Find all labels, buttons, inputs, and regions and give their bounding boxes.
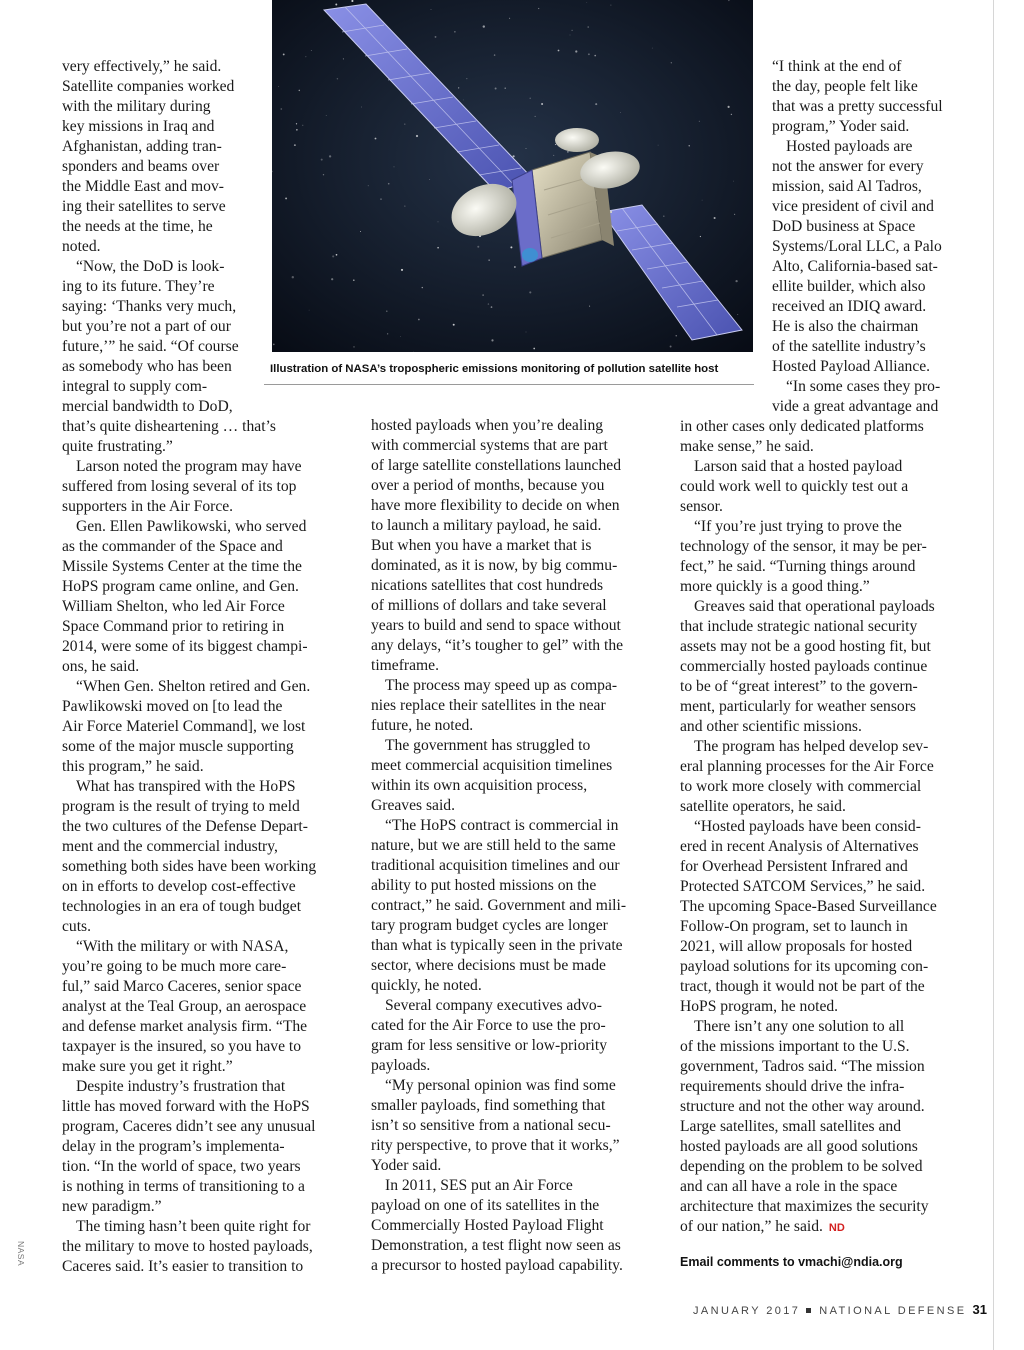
text-line: that’s quite disheartening … that’s <box>62 418 276 435</box>
text-line: government, Tadros said. “The mission <box>680 1058 925 1075</box>
text-line: as the commander of the Space and <box>62 538 283 555</box>
paragraph <box>371 676 661 736</box>
text-line: Pawlikowski moved on [to lead the <box>62 698 283 715</box>
paragraph <box>680 137 970 377</box>
paragraph <box>680 457 970 517</box>
text-line: within its own acquisition process, <box>371 777 588 794</box>
text-line: quickly, he noted. <box>371 977 482 994</box>
text-line: something both sides have been working <box>62 858 317 875</box>
text-line: tion. “In the world of space, two years <box>62 1158 301 1175</box>
text-line: eral planning processes for the Air Force <box>680 758 934 775</box>
text-line: 2021, will allow proposals for hosted <box>680 938 913 955</box>
text-line: Hosted payloads are <box>786 138 913 155</box>
paragraph <box>62 517 352 677</box>
text-line: Greaves said that operational payloads <box>694 598 935 615</box>
text-line: The timing hasn’t been quite right for <box>76 1218 311 1235</box>
text-line: rity perspective, to prove that it works,” <box>371 1137 620 1154</box>
text-line: The government has struggled to <box>385 737 591 754</box>
text-line: analyst at the Teal Group, an aerospace <box>62 998 307 1015</box>
paragraph <box>371 736 661 816</box>
text-line: Afghanistan, adding tran- <box>62 138 222 155</box>
text-line: Missile Systems Center at the time the <box>62 558 302 575</box>
text-line: commercially hosted payloads continue <box>680 658 928 675</box>
text-line: received an IDIQ award. <box>772 298 927 315</box>
paragraph <box>680 737 970 817</box>
text-line: HoPS program, he noted. <box>680 998 839 1015</box>
page-footer <box>693 1302 987 1317</box>
text-line: future,’” he said. “Of course <box>62 338 239 355</box>
text-line: of the missions important to the U.S. <box>680 1038 910 1055</box>
text-line: Alto, California-based sat- <box>772 258 938 275</box>
text-line: the two cultures of the Defense Depart- <box>62 818 308 835</box>
paragraph <box>371 416 661 676</box>
text-line: little has moved forward with the HoPS <box>62 1098 310 1115</box>
text-line: DoD business at Space <box>772 218 916 235</box>
photo-credit: NASA <box>16 1241 26 1267</box>
text-line: of millions of dollars and take several <box>371 597 607 614</box>
text-line: of the satellite industry’s <box>772 338 926 355</box>
text-line: that include strategic national security <box>680 618 918 635</box>
text-line: meet commercial acquisition timelines <box>371 757 613 774</box>
text-line: payload solutions for its upcoming con- <box>680 958 929 975</box>
paragraph <box>680 57 970 137</box>
text-line: satellite operators, he said. <box>680 798 846 815</box>
text-line: timeframe. <box>371 657 439 674</box>
footer-publication: NATIONAL DEFENSE <box>819 1305 967 1317</box>
paragraph <box>62 57 352 257</box>
text-line: cated for the Air Force to use the pro- <box>371 1017 606 1034</box>
text-line: structure and not the other way around. <box>680 1098 925 1115</box>
text-line: to work more closely with commercial <box>680 778 922 795</box>
text-line: key missions in Iraq and <box>62 118 215 135</box>
text-line: “If you’re just trying to prove the <box>694 518 902 535</box>
text-line: some of the major muscle supporting <box>62 738 294 755</box>
paragraph <box>680 817 970 1017</box>
text-line: mercial bandwidth to DoD, <box>62 398 233 415</box>
text-line: Yoder said. <box>371 1157 442 1174</box>
text-line: of large satellite constellations launched <box>371 457 621 474</box>
text-line: “When Gen. Shelton retired and Gen. <box>76 678 311 695</box>
text-line: Air Force Materiel Command], we lost <box>62 718 306 735</box>
paragraph <box>62 677 352 777</box>
text-line: payloads. <box>371 1057 431 1074</box>
text-line: ellite builder, which also <box>772 278 926 295</box>
text-line: not the answer for every <box>772 158 924 175</box>
text-line: a precursor to hosted payload capability. <box>371 1257 623 1274</box>
text-line: Hosted Payload Alliance. <box>772 358 931 375</box>
text-line: taxpayer is the insured, so you have to <box>62 1038 302 1055</box>
text-line: ons, he said. <box>62 658 140 675</box>
text-line: Caceres said. It’s easier to transition to <box>62 1258 304 1275</box>
text-line: with the military during <box>62 98 211 115</box>
text-line: traditional acquisition timelines and our <box>371 857 620 874</box>
text-line: Commercially Hosted Payload Flight <box>371 1217 604 1234</box>
article-column-1 <box>62 57 352 1277</box>
text-line: the military to move to hosted payloads, <box>62 1238 313 1255</box>
paragraph <box>371 1176 661 1276</box>
text-line: sponders and beams over <box>62 158 220 175</box>
text-line: with commercial systems that are part <box>371 437 608 454</box>
text-line: but you’re not a part of our <box>62 318 231 335</box>
text-line: nications satellites that cost hundreds <box>371 577 604 594</box>
text-line: But when you have a market that is <box>371 537 592 554</box>
text-line: There isn’t any one solution to all <box>694 1018 905 1035</box>
paragraph <box>680 1017 970 1237</box>
text-line: Gen. Ellen Pawlikowski, who served <box>76 518 307 535</box>
text-line <box>680 1217 970 1237</box>
text-line: “Now, the DoD is look- <box>76 258 225 275</box>
paragraph <box>62 937 352 1077</box>
text-line: Demonstration, a test flight now seen as <box>371 1237 621 1254</box>
text-line: “Hosted payloads have been consid- <box>694 818 921 835</box>
text-line: to be of “great interest” to the govern- <box>680 678 918 695</box>
text-line: Larson said that a hosted payload <box>694 458 903 475</box>
text-line: program,” Yoder said. <box>772 118 910 135</box>
text-line: integral to supply com- <box>62 378 208 395</box>
text-line: in other cases only dedicated platforms <box>680 418 924 435</box>
paragraph <box>62 1217 352 1277</box>
text-line: is nothing in terms of transitioning to a <box>62 1178 305 1195</box>
text-line: noted. <box>62 238 101 255</box>
text-line: tary program budget cycles are longer <box>371 917 608 934</box>
text-line: technologies in an era of tough budget <box>62 898 302 915</box>
page-number: 31 <box>972 1302 987 1317</box>
text-line: depending on the problem to be solved <box>680 1158 923 1175</box>
text-line: sensor. <box>680 498 723 515</box>
text-line: gram for less sensitive or low-priority <box>371 1037 608 1054</box>
text-line: you’re going to be much more care- <box>62 958 287 975</box>
text-line: isn’t so sensitive from a national secu- <box>371 1117 611 1134</box>
text-line: HoPS program came online, and Gen. <box>62 578 299 595</box>
footer-issue-date: JANUARY 2017 <box>693 1305 801 1317</box>
text-line: saying: ‘Thanks very much, <box>62 298 237 315</box>
text-line: and defense market analysis firm. “The <box>62 1018 308 1035</box>
text-line: could work well to quickly test out a <box>680 478 909 495</box>
text-line: William Shelton, who led Air Force <box>62 598 285 615</box>
paragraph <box>371 996 661 1076</box>
text-line: technology of the sensor, it may be per- <box>680 538 927 555</box>
text-line: nature, but we are still held to the same <box>371 837 616 854</box>
figure-caption: Illustration of NASA’s tropospheric emissions monitoring of pollution satellite host <box>270 363 719 375</box>
text-line: In 2011, SES put an Air Force <box>385 1177 573 1194</box>
text-line: on in efforts to develop cost-effective <box>62 878 296 895</box>
text-line: ment, particularly for weather sensors <box>680 698 916 715</box>
text-line: “The HoPS contract is commercial in <box>385 817 619 834</box>
text-line: future, he noted. <box>371 717 474 734</box>
text-line: for Overhead Persistent Infrared and <box>680 858 908 875</box>
text-line: vice president of civil and <box>772 198 934 215</box>
text-line: ability to put hosted missions on the <box>371 877 597 894</box>
paragraph <box>680 377 970 457</box>
text-line: as somebody who has been <box>62 358 232 375</box>
text-line: The upcoming Space-Based Surveillance <box>680 898 937 915</box>
paragraph <box>371 816 661 996</box>
text-line: the needs at the time, he <box>62 218 213 235</box>
text-line: Space Command prior to retiring in <box>62 618 285 635</box>
text-line: over a period of months, because you <box>371 477 605 494</box>
text-line: cuts. <box>62 918 92 935</box>
text-line: The process may speed up as compa- <box>385 677 618 694</box>
text-line: and other scientific missions. <box>680 718 862 735</box>
text-line: and can all have a role in the space <box>680 1178 898 1195</box>
text-line: Follow-On program, set to launch in <box>680 918 908 935</box>
text-line: any delays, “it’s tougher to gel” with the <box>371 637 624 654</box>
text-line: 2014, were some of its biggest champi- <box>62 638 308 655</box>
last-line-wrapper <box>680 1218 845 1235</box>
paragraph <box>62 777 352 937</box>
text-line: nies replace their satellites in the near <box>371 697 606 714</box>
text-line: Large satellites, small satellites and <box>680 1118 901 1135</box>
text-line: smaller payloads, find something that <box>371 1097 606 1114</box>
email-comments-line: Email comments to vmachi@ndia.org <box>680 1255 903 1269</box>
text-line: ment and the commercial industry, <box>62 838 278 855</box>
text-line: hosted payloads when you’re dealing <box>371 417 604 434</box>
text-line: “I think at the end of <box>772 58 902 75</box>
text-line: the day, people felt like <box>772 78 918 95</box>
text-line: tract, though it would not be part of the <box>680 978 925 995</box>
text-line: contract,” he said. Government and mili- <box>371 897 627 914</box>
text-line: Satellite companies worked <box>62 78 235 95</box>
text-line: Several company executives advo- <box>385 997 602 1014</box>
paragraph <box>371 1076 661 1176</box>
text-line: program is the result of trying to meld <box>62 798 300 815</box>
text-line: hosted payloads are all good solutions <box>680 1138 918 1155</box>
text-line: Systems/Loral LLC, a Palo <box>772 238 942 255</box>
text-line: payload on one of its satellites in the <box>371 1197 600 1214</box>
text-line: to launch a military payload, he said. <box>371 517 602 534</box>
text-line-content: of our nation,” he said. <box>680 1218 823 1235</box>
text-line: vide a great advantage and <box>772 398 939 415</box>
text-line: that was a pretty successful <box>772 98 943 115</box>
paragraph <box>62 257 352 457</box>
end-mark: ND <box>828 1222 845 1234</box>
paragraph <box>62 1077 352 1217</box>
text-line: ful,” said Marco Caceres, senior space <box>62 978 302 995</box>
text-line: Greaves said. <box>371 797 455 814</box>
text-line: new paradigm.” <box>62 1198 162 1215</box>
text-line: ing their satellites to serve <box>62 198 226 215</box>
text-line: ered in recent Analysis of Alternatives <box>680 838 919 855</box>
text-line: than what is typically seen in the private <box>371 937 623 954</box>
page-edge-rule <box>993 0 994 1350</box>
text-line: program, Caceres didn’t see any unusual <box>62 1118 316 1135</box>
footer-separator <box>806 1308 811 1313</box>
text-line: Despite industry’s frustration that <box>76 1078 286 1095</box>
paragraph <box>680 597 970 737</box>
text-line: very effectively,” he said. <box>62 58 222 75</box>
text-line: suffered from losing several of its top <box>62 478 297 495</box>
paragraph <box>62 457 352 517</box>
text-line: The program has helped develop sev- <box>694 738 929 755</box>
text-line: “My personal opinion was find some <box>385 1077 616 1094</box>
text-line: sector, where decisions must be made <box>371 957 606 974</box>
text-line: years to build and send to space without <box>371 617 621 634</box>
text-line: have more flexibility to decide on when <box>371 497 620 514</box>
text-line: quite frustrating.” <box>62 438 173 455</box>
text-line: “With the military or with NASA, <box>76 938 289 955</box>
text-line: this program,” he said. <box>62 758 204 775</box>
text-line: What has transpired with the HoPS <box>76 778 296 795</box>
text-line: “In some cases they pro- <box>786 378 941 395</box>
text-line: more quickly is a good thing.” <box>680 578 870 595</box>
text-line: Protected SATCOM Services,” he said. <box>680 878 926 895</box>
text-line: architecture that maximizes the security <box>680 1198 929 1215</box>
paragraph <box>680 517 970 597</box>
article-column-3 <box>680 57 970 1237</box>
text-line: the Middle East and mov- <box>62 178 224 195</box>
text-line: make sense,” he said. <box>680 438 814 455</box>
article-column-2 <box>371 416 661 1276</box>
text-line: supporters in the Air Force. <box>62 498 234 515</box>
text-line: delay in the program’s implementa- <box>62 1138 285 1155</box>
text-line: fect,” he said. “Turning things around <box>680 558 916 575</box>
text-line: Larson noted the program may have <box>76 458 302 475</box>
text-line: ing to its future. They’re <box>62 278 215 295</box>
text-line: dominated, as it is now, by big commu- <box>371 557 618 574</box>
text-line: assets may not be a good hosting fit, but <box>680 638 931 655</box>
text-line: requirements should drive the infra- <box>680 1078 905 1095</box>
text-line: He is also the chairman <box>772 318 919 335</box>
text-line: make sure you get it right.” <box>62 1058 233 1075</box>
text-line: mission, said Al Tadros, <box>772 178 922 195</box>
